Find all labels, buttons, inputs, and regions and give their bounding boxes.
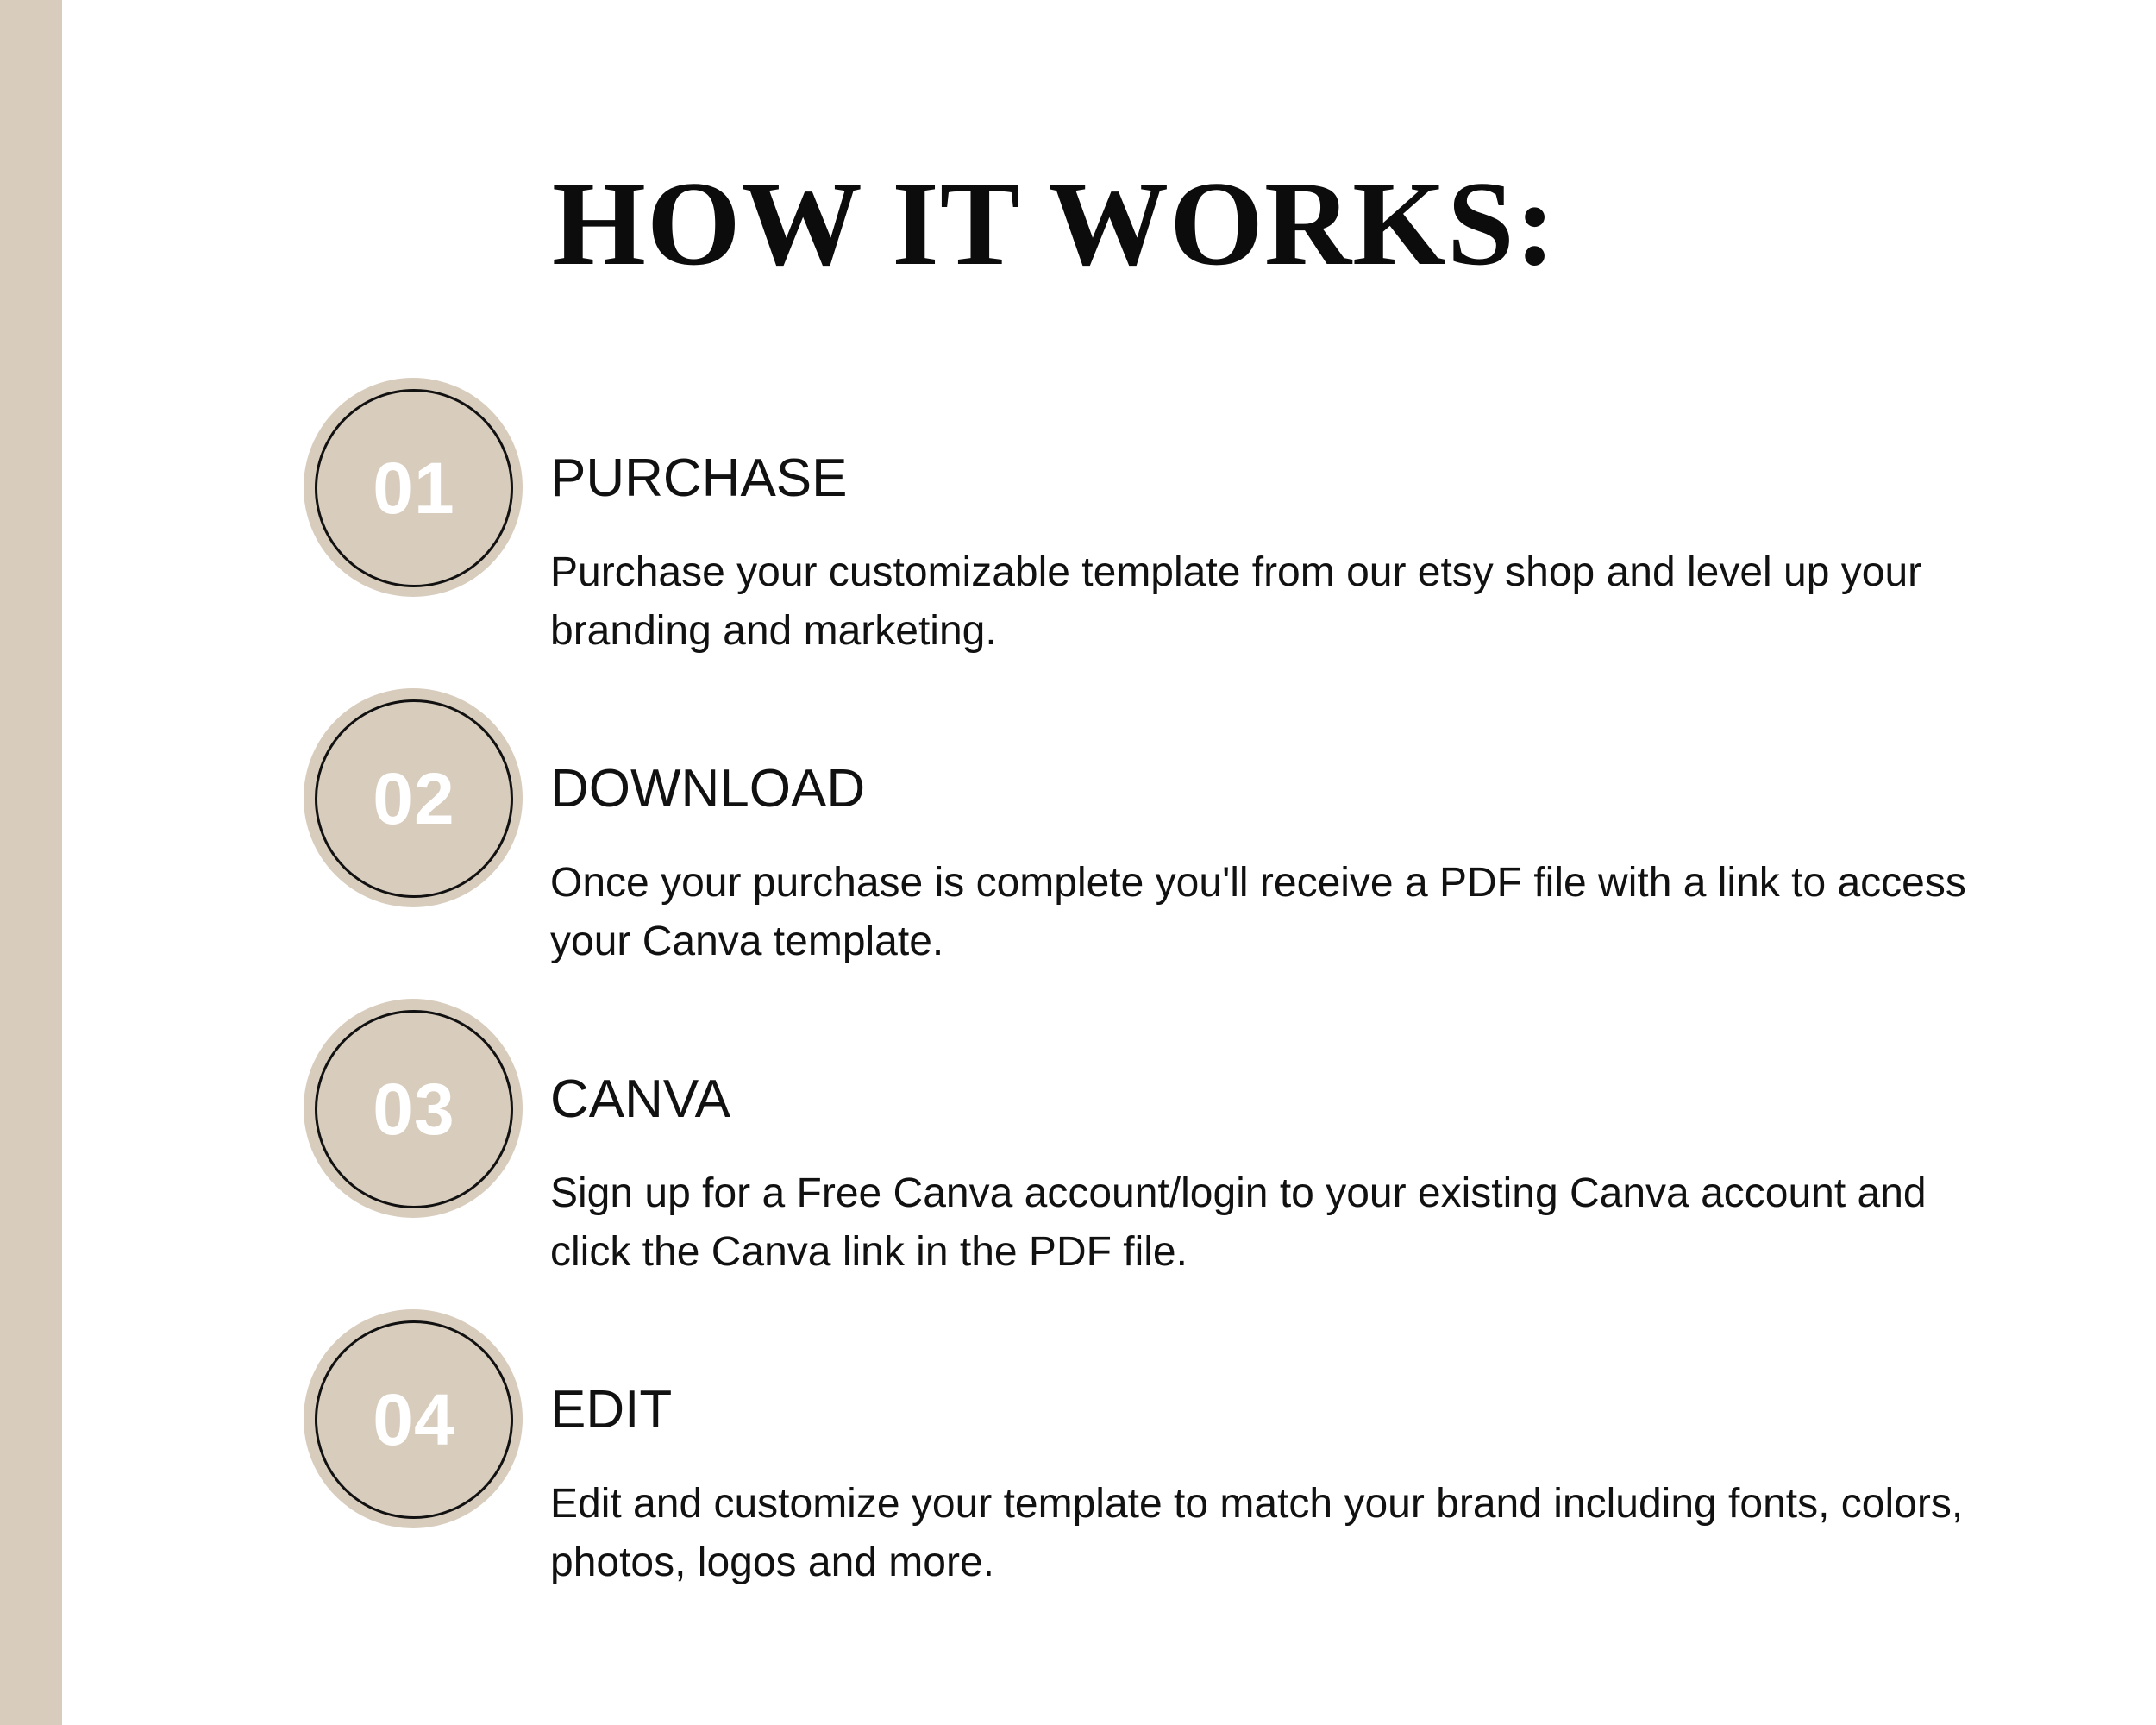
step-description: Sign up for a Free Canva account/login to your existing Canva account and click the Canva link in the PDF file.	[550, 1170, 1927, 1275]
step-1	[304, 378, 1985, 654]
step-3	[304, 999, 1985, 1275]
step-description: Once your purchase is complete you'll receive a PDF file with a link to access your Canva template.	[550, 860, 1966, 964]
step-4	[304, 1309, 1985, 1585]
step-description: Purchase your customizable template from our etsy shop and level up your branding and marketing.	[550, 549, 1922, 654]
step-title: DOWNLOAD	[550, 759, 866, 819]
step-number: 03	[315, 1010, 513, 1208]
step-description: Edit and customize your template to match your brand including fonts, colors, photos, logos and more.	[550, 1481, 1964, 1585]
step-number: 01	[315, 389, 513, 587]
step-title: CANVA	[550, 1070, 731, 1129]
step-number-badge	[304, 688, 523, 907]
step-title: PURCHASE	[550, 448, 848, 508]
step-number: 04	[315, 1320, 513, 1519]
step-2	[304, 688, 1985, 964]
step-number-badge	[304, 1309, 523, 1528]
left-accent-bar	[0, 0, 62, 1725]
step-number: 02	[315, 699, 513, 898]
step-number-badge	[304, 999, 523, 1218]
page-title: HOW IT WORKS:	[552, 157, 1557, 291]
step-title: EDIT	[550, 1380, 673, 1440]
step-number-badge	[304, 378, 523, 597]
